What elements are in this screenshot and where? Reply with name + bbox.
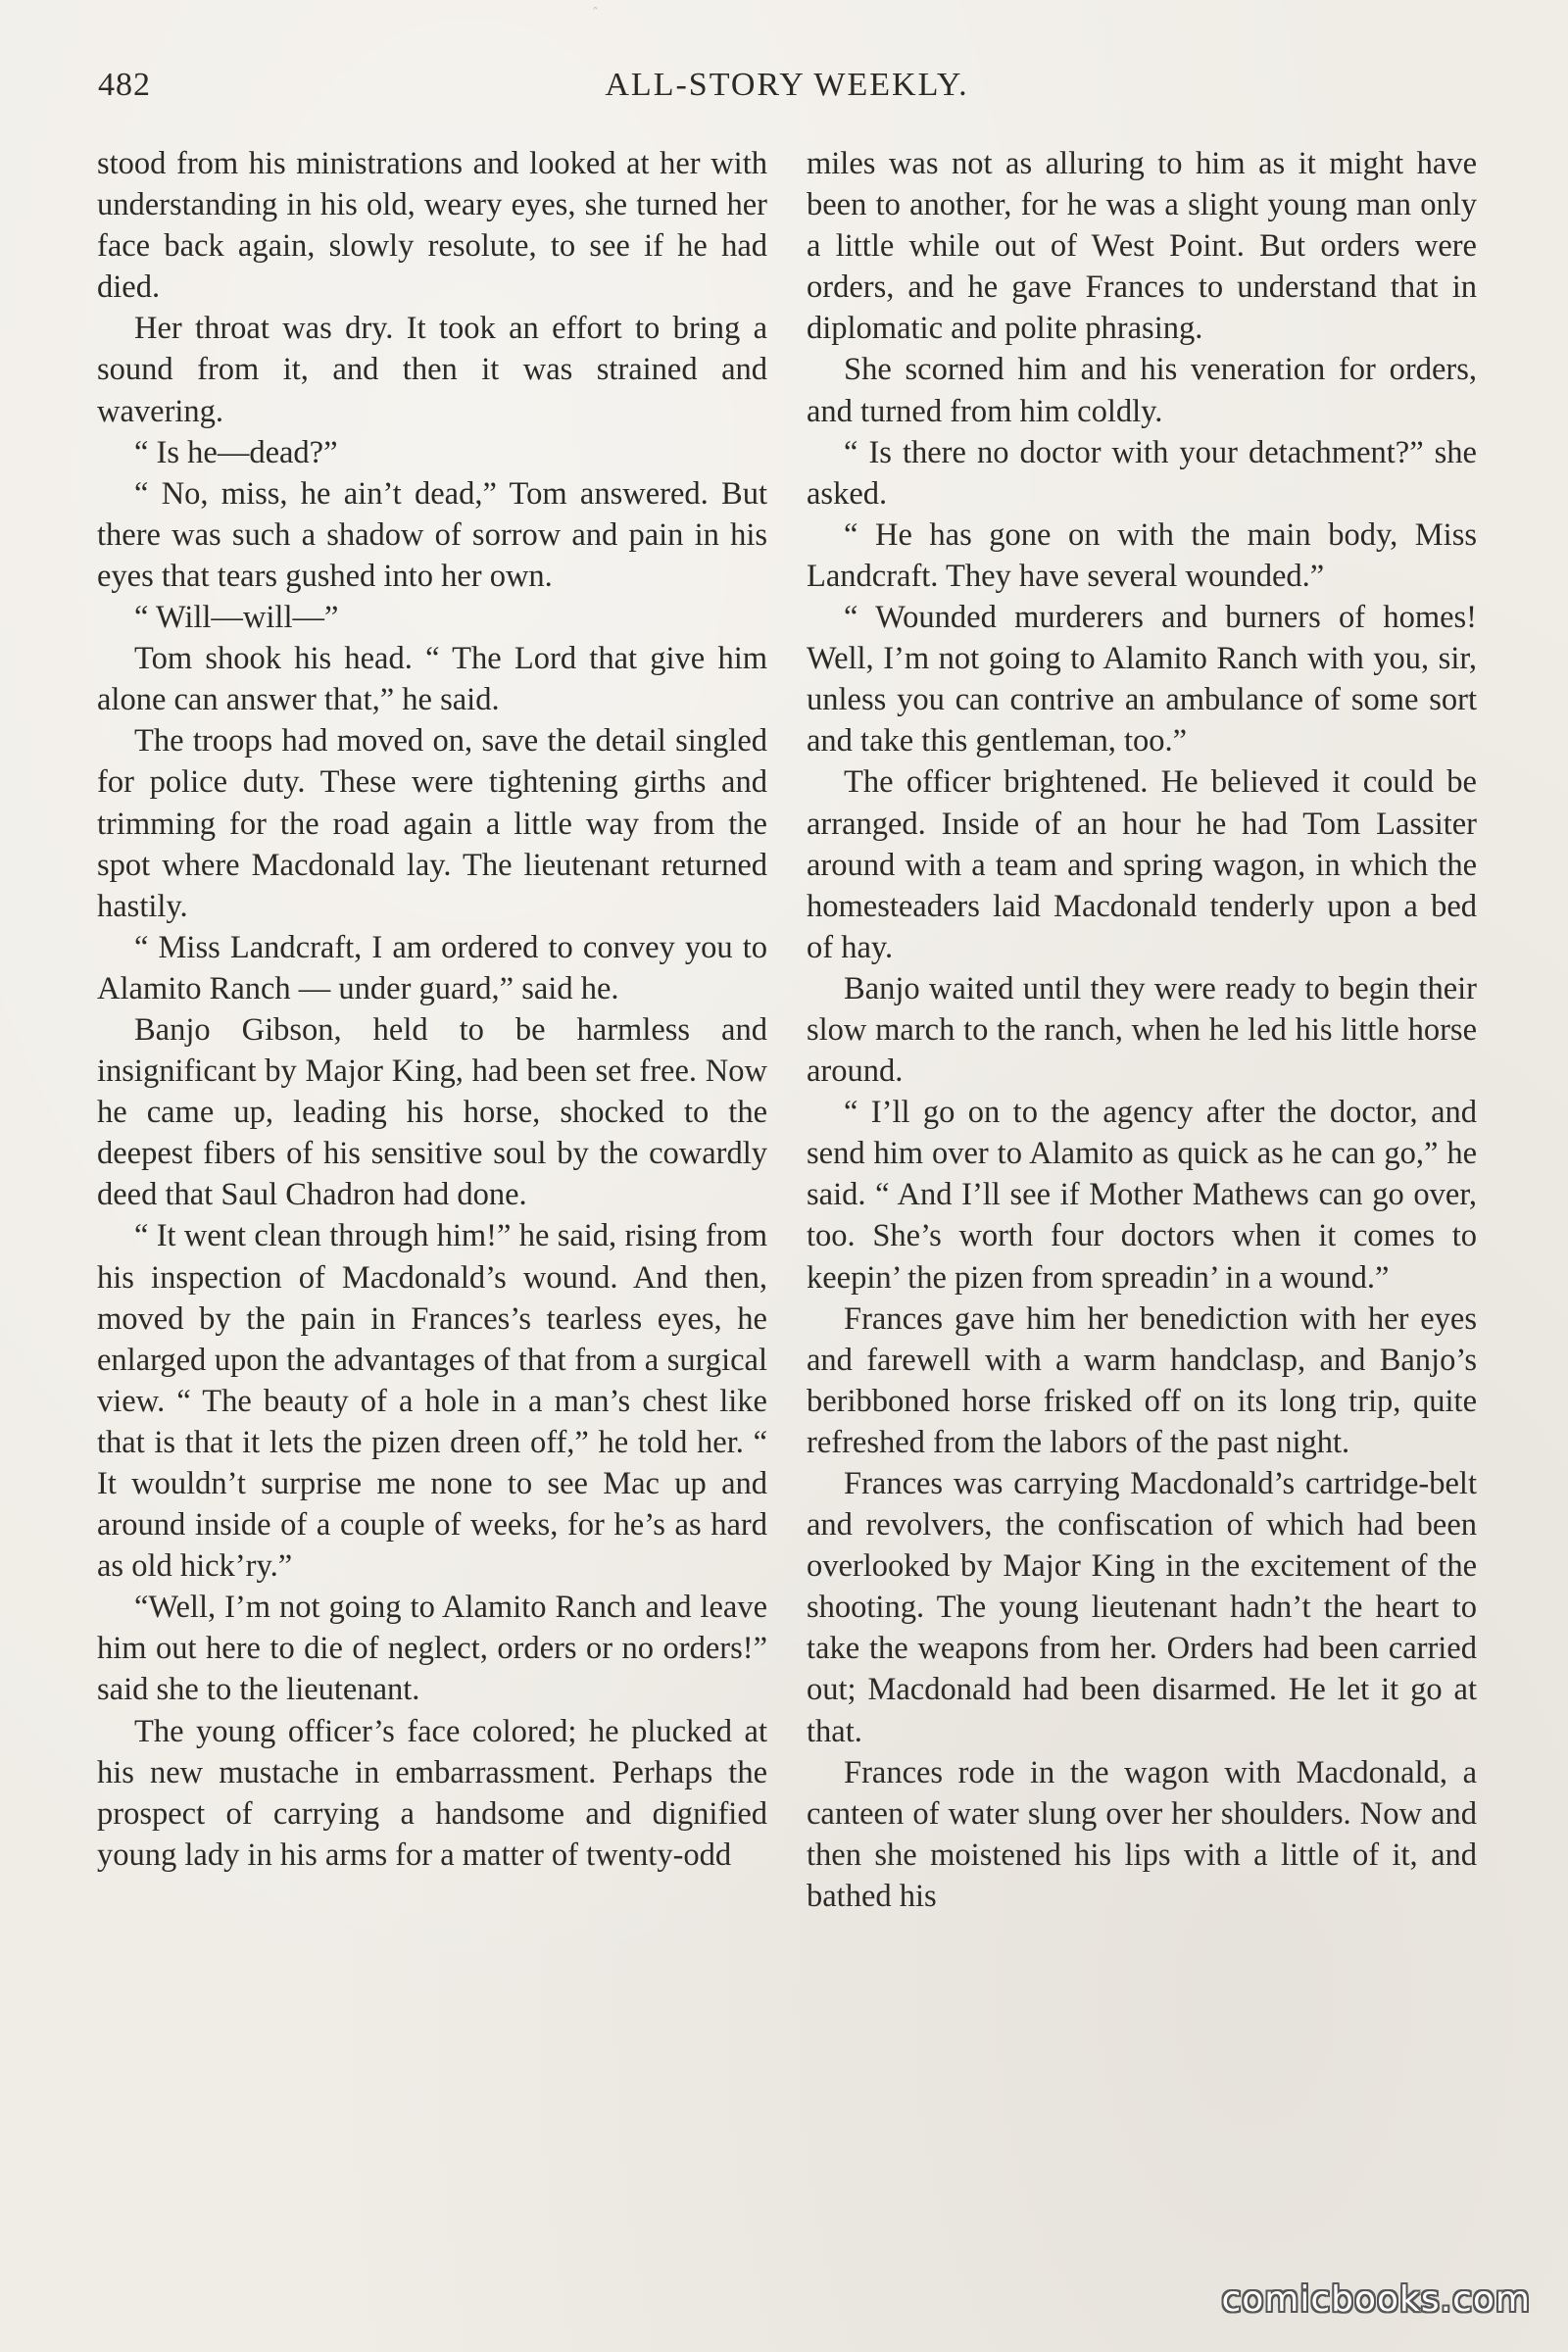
paragraph: “ Wounded murderers and burners of homes! Well, I’m not going to Alamito Ranch with you, sir, unless you can contrive an ambulance of some sort and take this gentleman, too.” — [807, 600, 1477, 760]
paragraph: Tom shook his head. “ The Lord that give him alone can answer that,” he said. — [97, 641, 767, 718]
paragraph: The troops had moved on, save the detail singled for police duty. These were tightening girths and trimming for the road again a little way from the spot where Macdonald lay. The lieutenant returned hastily. — [97, 723, 767, 924]
right-text-column — [807, 143, 1477, 2250]
paragraph: She scorned him and his veneration for orders, and turned from him coldly. — [807, 352, 1477, 429]
site-watermark: comicbooks.com — [1221, 2279, 1531, 2320]
paragraph: The young officer’s face colored; he plucked at his new mustache in embarrassment. Perhaps the prospect of carrying a handsome and dignified young lady in his arms for a matter of twenty-odd — [97, 1713, 767, 1873]
paragraph: “ Will—will—” — [134, 600, 339, 636]
paragraph: Frances rode in the wagon with Macdonald, a canteen of water slung over her shoulders. Now and then she moistened his lips with a little of it, and bathed his — [807, 1754, 1477, 1914]
paragraph: Frances was carrying Macdonald’s cartridge-belt and revolvers, the confiscation of which had been overlooked by Major King in the excitement of the shooting. The young lieutenant hadn’t the heart to take the weapons from her. Orders had been carried out; Macdonald had been disarmed. He let it go at that. — [807, 1466, 1477, 1749]
page-header — [98, 67, 1476, 116]
paragraph: “Well, I’m not going to Alamito Ranch and leave him out here to die of neglect, orders or no orders!” said she to the lieutenant. — [97, 1590, 767, 1708]
paragraph: “ Is he—dead?” — [134, 434, 338, 470]
paragraph: “ Is there no doctor with your detachment?” she asked. — [807, 434, 1477, 512]
left-text-column — [97, 143, 767, 2250]
paragraph: The officer brightened. He believed it could be arranged. Inside of an hour he had Tom Lassiter around with a team and spring wagon, in which the homesteaders laid Macdonald tenderly upon a bed of hay. — [807, 764, 1477, 965]
page-number: 482 — [98, 67, 151, 103]
paragraph: “ It went clean through him!” he said, rising from his inspection of Macdonald’s wound. And then, moved by the pain in Frances’s tearless eyes, he enlarged upon the advantages of that from a surgical view. “ The beauty of a hole in a man’s chest like that is that it lets the pizen dreen off,” he told her. “ It wouldn’t surprise me none to see Mac up and around inside of a couple of weeks, for he’s as hard as old hick’ry.” — [97, 1218, 767, 1585]
paragraph: Banjo waited until they were ready to begin their slow march to the ranch, when he led his little horse around. — [807, 970, 1477, 1090]
print-mark: ˆ — [592, 6, 599, 22]
paragraph: Frances gave him her benediction with her eyes and farewell with a warm handclasp, and Banjo’s beribboned horse frisked off on its long trip, quite refreshed from the labors of the past night. — [807, 1300, 1477, 1460]
paragraph: “ Miss Landcraft, I am ordered to convey you to Alamito Ranch — under guard,” said he. — [97, 929, 767, 1006]
paragraph: “ He has gone on with the main body, Miss Landcraft. They have several wounded.” — [807, 516, 1477, 594]
running-title: ALL-STORY WEEKLY. — [605, 67, 969, 103]
paragraph: miles was not as alluring to him as it might have been to another, for he was a slight young man only a little while out of West Point. But orders were orders, and he gave Frances to understand that in diplomatic and polite phrasing. — [807, 146, 1477, 347]
paragraph: Her throat was dry. It took an effort to bring a sound from it, and then it was strained and wavering. — [97, 311, 767, 429]
paragraph: Banjo Gibson, held to be harmless and insignificant by Major King, had been set free. Now he came up, leading his horse, shocked to the deepest fibers of his sensitive soul by the cowardly deed that Saul Chadron had done. — [97, 1011, 767, 1213]
paragraph: “ No, miss, he ain’t dead,” Tom answered. But there was such a shadow of sorrow and pain in his eyes that tears gushed into her own. — [97, 475, 767, 594]
paragraph: stood from his ministrations and looked at her with understanding in his old, weary eyes, she turned her face back again, slowly resolute, to see if he had died. — [97, 146, 767, 306]
paragraph: “ I’ll go on to the agency after the doctor, and send him over to Alamito as quick as he can go,” he said. “ And I’ll see if Mother Mathews can go over, too. She’s worth four doctors when it comes to keepin’ the pizen from spreadin’ in a wound.” — [807, 1095, 1477, 1296]
